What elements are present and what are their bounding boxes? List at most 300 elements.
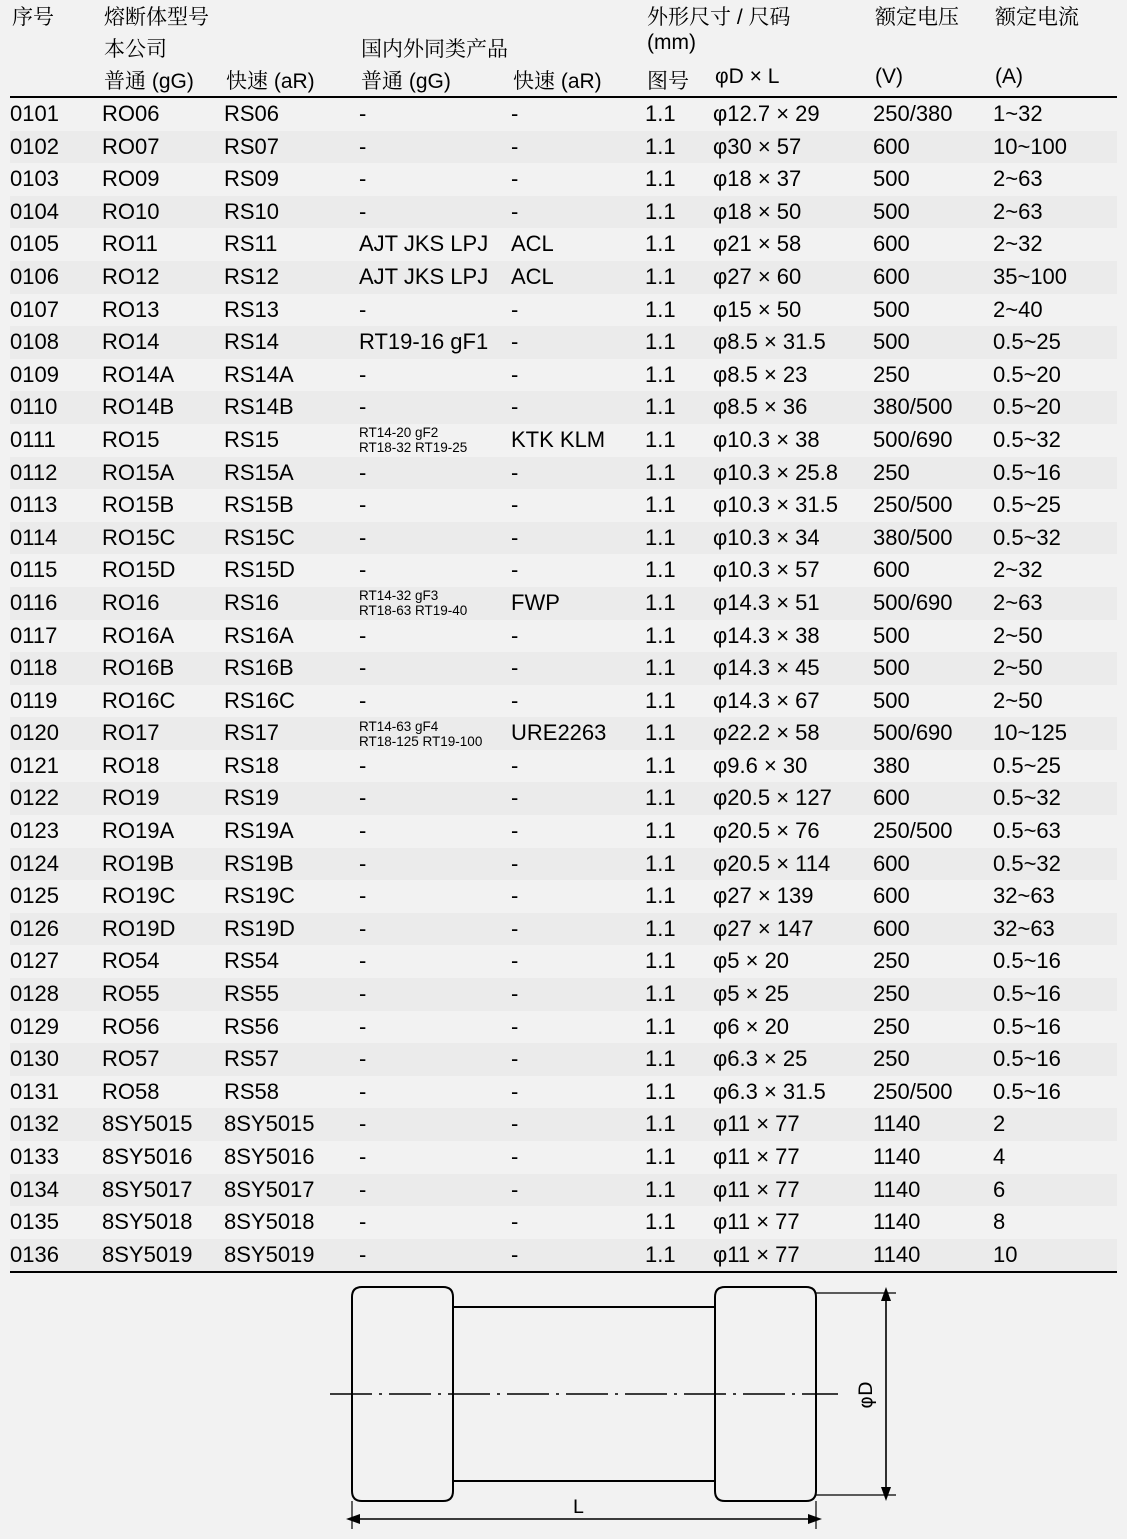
cell-current: 0.5~16 <box>993 1013 1061 1039</box>
cell-figure: 1.1 <box>645 818 676 844</box>
fuse-diagram-svg <box>0 1279 1127 1534</box>
cell-figure: 1.1 <box>645 687 676 713</box>
cell-own-fast: RS58 <box>224 1078 280 1104</box>
cell-other-fast: - <box>511 782 645 815</box>
cell-figure: 1.1 <box>645 1043 713 1076</box>
cell-voltage: 250 <box>873 978 993 1011</box>
cell-dimension: φ27 × 139 <box>713 883 814 909</box>
cell-own-fast: RS16A <box>224 622 294 648</box>
cell-voltage: 250 <box>873 457 993 490</box>
cell-sequence: 0104 <box>10 196 102 229</box>
cell-current: 10~100 <box>993 131 1117 164</box>
cell-sequence: 0115 <box>10 557 58 583</box>
spec-table-body <box>10 98 1117 1271</box>
cell-other-fast: - <box>511 913 645 946</box>
cell-sequence: 0127 <box>10 948 59 974</box>
cell-other-fast: - <box>511 457 645 490</box>
cell-other-fast: - <box>511 101 519 126</box>
cell-own-normal: RO16A <box>102 622 175 648</box>
cell-own-fast: 8SY5018 <box>224 1209 315 1235</box>
cell-figure: 1.1 <box>645 261 713 294</box>
cell-own-normal: RO10 <box>102 196 224 229</box>
table-row <box>10 815 1117 848</box>
cell-other-normal: - <box>359 1144 367 1169</box>
cell-own-normal: RO14B <box>102 391 224 424</box>
cell-figure: 1.1 <box>645 426 676 452</box>
cell-own-fast: RS19A <box>224 818 294 844</box>
cell-current: 2~40 <box>993 296 1043 322</box>
table-row <box>10 391 1117 424</box>
diameter-arrow-bottom <box>881 1487 891 1501</box>
cell-own-normal: RO18 <box>102 752 160 778</box>
cell-sequence: 0128 <box>10 978 102 1011</box>
cell-sequence: 0111 <box>10 426 56 452</box>
cell-own-normal: RO16 <box>102 587 224 620</box>
cell-own-normal: RO16C <box>102 687 176 713</box>
cell-own-fast: 8SY5016 <box>224 1144 315 1169</box>
header-row-3 <box>10 64 1117 96</box>
cell-voltage: 250/500 <box>873 492 953 518</box>
cell-other-fast: - <box>511 557 519 583</box>
cell-own-normal: RO16B <box>102 652 224 685</box>
cell-sequence: 0136 <box>10 1239 102 1272</box>
cell-own-fast: 8SY5017 <box>224 1174 359 1207</box>
cell-own-fast: RS15A <box>224 457 359 490</box>
table-row <box>10 228 1117 261</box>
cell-own-fast: RS17 <box>224 717 359 750</box>
cell-other-fast: - <box>511 652 645 685</box>
cell-dimension: φ5 × 25 <box>713 978 873 1011</box>
cell-dimension: φ21 × 58 <box>713 231 802 257</box>
cell-other-fast: - <box>511 1043 645 1076</box>
table-row <box>10 1174 1117 1207</box>
header-sub-fast-other: 快速 (aR) <box>513 70 602 93</box>
cell-other-fast: - <box>511 522 645 555</box>
cell-current: 0.5~16 <box>993 457 1117 490</box>
cell-other-fast: - <box>511 1144 519 1169</box>
diameter-label: φD <box>855 1381 877 1409</box>
cell-own-fast: 8SY5019 <box>224 1239 359 1272</box>
cell-dimension: φ6 × 20 <box>713 1013 790 1039</box>
cell-dimension: φ14.3 × 51 <box>713 587 873 620</box>
cell-other-fast: FWP <box>511 587 645 620</box>
cell-other-normal: AJT JKS LPJ <box>359 261 511 294</box>
cell-other-normal: - <box>359 622 367 648</box>
cell-figure: 1.1 <box>645 1239 713 1272</box>
cell-voltage: 250 <box>873 361 910 387</box>
cell-figure: 1.1 <box>645 1013 676 1039</box>
header-dimensions <box>645 0 873 64</box>
cell-figure: 1.1 <box>645 883 676 909</box>
cell-other-fast: - <box>511 131 645 164</box>
cell-voltage: 600 <box>873 231 910 257</box>
table-bottom-rule <box>10 1271 1117 1273</box>
cell-dimension: φ11 × 77 <box>713 1108 873 1141</box>
cell-other-normal: RT14-63 gF4 RT18-125 RT19-100 <box>359 717 511 750</box>
cell-dimension: φ18 × 50 <box>713 196 873 229</box>
cell-dimension: φ10.3 × 34 <box>713 522 873 555</box>
cell-dimension: φ6.3 × 25 <box>713 1043 873 1076</box>
table-row <box>10 196 1117 229</box>
cell-current: 0.5~32 <box>993 848 1117 881</box>
cell-figure: 1.1 <box>645 131 713 164</box>
header-model-group: 熔断体型号 <box>104 6 209 29</box>
table-row <box>10 978 1117 1011</box>
header-rated-current: 额定电流 <box>995 6 1080 29</box>
cell-own-fast: RS19C <box>224 883 295 909</box>
header-rated-voltage: 额定电压 <box>875 6 960 29</box>
header-dimensions-title: 外形尺寸 / 尺码 <box>647 6 791 29</box>
cell-other-fast: - <box>511 1239 645 1272</box>
cell-voltage: 600 <box>873 131 993 164</box>
cell-own-normal: 8SY5018 <box>102 1209 193 1235</box>
header-dimensions-unit: (mm) <box>647 31 696 54</box>
table-row <box>10 1043 1117 1076</box>
cell-sequence: 0105 <box>10 231 59 257</box>
cell-figure: 1.1 <box>645 978 713 1011</box>
cell-dimension: φ11 × 77 <box>713 1174 873 1207</box>
cell-dimension: φ10.3 × 25.8 <box>713 457 873 490</box>
table-row <box>10 98 1117 131</box>
cell-current: 32~63 <box>993 913 1117 946</box>
cell-other-fast: - <box>511 818 519 844</box>
cell-own-normal: RO58 <box>102 1078 160 1104</box>
cell-current: 0.5~25 <box>993 326 1117 359</box>
cell-voltage: 600 <box>873 848 993 881</box>
cell-own-normal: RO06 <box>102 101 160 126</box>
cell-voltage: 500 <box>873 687 910 713</box>
cell-sequence: 0130 <box>10 1043 102 1076</box>
cell-other-fast: - <box>511 1013 519 1039</box>
cell-current: 0.5~16 <box>993 1078 1061 1104</box>
cell-other-normal: AJT JKS LPJ <box>359 231 489 257</box>
table-row <box>10 326 1117 359</box>
cell-dimension: φ14.3 × 38 <box>713 622 820 648</box>
cell-voltage: 500/690 <box>873 587 993 620</box>
cell-current: 2~63 <box>993 166 1043 192</box>
cell-other-normal: - <box>359 818 367 844</box>
cell-other-fast: - <box>511 326 645 359</box>
cell-own-fast: RS19D <box>224 913 359 946</box>
table-row <box>10 294 1117 327</box>
cell-current: 0.5~16 <box>993 978 1117 1011</box>
cell-own-normal: RO19A <box>102 818 175 844</box>
cell-own-fast: RS18 <box>224 752 280 778</box>
cell-other-normal: RT19-16 gF1 <box>359 326 511 359</box>
table-row <box>10 359 1117 392</box>
cell-own-fast: RS10 <box>224 196 359 229</box>
cell-current: 10 <box>993 1239 1117 1272</box>
cell-sequence: 0108 <box>10 326 102 359</box>
cell-dimension: φ5 × 20 <box>713 948 790 974</box>
cell-other-fast: - <box>511 1209 519 1235</box>
cell-dimension: φ11 × 77 <box>713 1209 800 1235</box>
cell-voltage: 250 <box>873 1013 910 1039</box>
cell-figure: 1.1 <box>645 948 676 974</box>
cell-current: 0.5~16 <box>993 948 1061 974</box>
cell-sequence: 0129 <box>10 1013 59 1039</box>
cell-current: 0.5~32 <box>993 522 1117 555</box>
cell-current: 10~125 <box>993 717 1117 750</box>
table-row <box>10 620 1117 653</box>
length-arrow-left <box>346 1514 360 1524</box>
cell-own-normal: RO15B <box>102 492 175 518</box>
cell-sequence: 0109 <box>10 361 59 387</box>
cell-current: 0.5~25 <box>993 492 1061 518</box>
cell-sequence: 0121 <box>10 752 59 778</box>
cell-sequence: 0117 <box>10 622 58 648</box>
cell-dimension: φ8.5 × 36 <box>713 391 873 424</box>
cell-current: 2~32 <box>993 231 1043 257</box>
table-row <box>10 424 1117 457</box>
cell-current: 32~63 <box>993 883 1055 909</box>
cell-current: 2~50 <box>993 652 1117 685</box>
cell-current: 0.5~32 <box>993 426 1061 452</box>
cell-own-fast: RS06 <box>224 101 280 126</box>
cell-other-fast: ACL <box>511 231 554 257</box>
cell-current: 35~100 <box>993 261 1117 294</box>
header-sub-dl: φD × L <box>715 65 780 88</box>
cell-current: 2 <box>993 1108 1117 1141</box>
table-row <box>10 750 1117 783</box>
cell-dimension: φ20.5 × 76 <box>713 818 820 844</box>
cell-other-normal: - <box>359 752 367 778</box>
cell-dimension: φ8.5 × 31.5 <box>713 326 873 359</box>
cell-figure: 1.1 <box>645 1174 713 1207</box>
cell-other-normal: - <box>359 1239 511 1272</box>
cell-figure: 1.1 <box>645 587 713 620</box>
cell-own-normal: RO19B <box>102 848 224 881</box>
cell-own-fast: RS19 <box>224 782 359 815</box>
cell-own-fast: RS12 <box>224 261 359 294</box>
cell-figure: 1.1 <box>645 492 676 518</box>
table-row <box>10 1108 1117 1141</box>
cell-current: 1~32 <box>993 101 1043 126</box>
cell-voltage: 1140 <box>873 1174 993 1207</box>
cell-other-normal: - <box>359 1108 511 1141</box>
cell-own-normal: RO54 <box>102 948 160 974</box>
cell-figure: 1.1 <box>645 752 676 778</box>
cell-other-normal: - <box>359 166 367 192</box>
cell-other-fast: - <box>511 296 519 322</box>
cell-voltage: 600 <box>873 883 910 909</box>
cell-figure: 1.1 <box>645 326 713 359</box>
cell-voltage: 600 <box>873 557 910 583</box>
cell-voltage: 380/500 <box>873 522 993 555</box>
cell-voltage: 250/500 <box>873 818 953 844</box>
cell-other-normal: - <box>359 457 511 490</box>
cell-other-normal: - <box>359 196 511 229</box>
cell-own-fast: RS56 <box>224 1013 280 1039</box>
length-arrow-right <box>808 1514 822 1524</box>
cell-other-normal: - <box>359 557 367 583</box>
cell-own-normal: RO15A <box>102 457 224 490</box>
cell-other-normal: - <box>359 948 367 974</box>
cell-sequence: 0120 <box>10 717 102 750</box>
cell-sequence: 0131 <box>10 1078 59 1104</box>
cell-dimension: φ20.5 × 127 <box>713 782 873 815</box>
cell-voltage: 380/500 <box>873 391 993 424</box>
cell-voltage: 500 <box>873 326 993 359</box>
cell-other-normal: - <box>359 782 511 815</box>
header-row-1 <box>10 0 1117 32</box>
cell-dimension: φ10.3 × 57 <box>713 557 820 583</box>
cell-sequence: 0126 <box>10 913 102 946</box>
cell-own-fast: RS16B <box>224 652 359 685</box>
cell-current: 0.5~20 <box>993 361 1061 387</box>
cell-figure: 1.1 <box>645 557 676 583</box>
table-row <box>10 1011 1117 1044</box>
cell-other-normal: - <box>359 1013 367 1039</box>
cell-figure: 1.1 <box>645 166 676 192</box>
cell-sequence: 0122 <box>10 782 102 815</box>
cell-other-fast: - <box>511 948 519 974</box>
cell-dimension: φ12.7 × 29 <box>713 101 820 126</box>
cell-sequence: 0113 <box>10 492 58 518</box>
cell-current: 2~63 <box>993 587 1117 620</box>
cell-figure: 1.1 <box>645 717 713 750</box>
cell-own-normal: RO11 <box>102 231 158 257</box>
cell-own-normal: RO09 <box>102 166 160 192</box>
cell-sequence: 0103 <box>10 166 59 192</box>
table-row <box>10 880 1117 913</box>
cell-other-normal: RT14-20 gF2 RT18-32 RT19-25 <box>359 425 468 456</box>
cell-figure: 1.1 <box>645 457 713 490</box>
cell-current: 0.5~16 <box>993 1043 1117 1076</box>
cell-other-normal: - <box>359 652 511 685</box>
cell-other-fast: ACL <box>511 261 645 294</box>
cell-other-fast: - <box>511 687 519 713</box>
cell-current: 4 <box>993 1144 1006 1169</box>
cell-other-normal: - <box>359 687 367 713</box>
cell-own-normal: RO15 <box>102 426 160 452</box>
table-row <box>10 261 1117 294</box>
cell-other-fast: - <box>511 1108 645 1141</box>
cell-own-fast: RS54 <box>224 948 280 974</box>
cell-own-normal: RO12 <box>102 261 224 294</box>
cell-current: 0.5~63 <box>993 818 1061 844</box>
cell-dimension: φ6.3 × 31.5 <box>713 1078 826 1104</box>
cell-sequence: 0132 <box>10 1108 102 1141</box>
cell-voltage: 1140 <box>873 1144 921 1169</box>
table-row <box>10 1141 1117 1174</box>
fuse-diagram <box>0 1279 1127 1534</box>
cell-own-normal: RO19 <box>102 782 224 815</box>
cell-sequence: 0101 <box>10 101 59 126</box>
cell-sequence: 0107 <box>10 296 59 322</box>
table-row <box>10 848 1117 881</box>
cell-voltage: 380 <box>873 752 910 778</box>
cell-other-fast: - <box>511 1078 519 1104</box>
cell-dimension: φ18 × 37 <box>713 166 802 192</box>
cell-voltage: 600 <box>873 913 993 946</box>
cell-current: 0.5~25 <box>993 752 1061 778</box>
cell-own-fast: RS14 <box>224 326 359 359</box>
cell-figure: 1.1 <box>645 196 713 229</box>
cell-current: 2~63 <box>993 196 1117 229</box>
table-row <box>10 782 1117 815</box>
cell-own-fast: RS16 <box>224 587 359 620</box>
cell-voltage: 500 <box>873 652 993 685</box>
cell-own-normal: RO14A <box>102 361 175 387</box>
cell-own-fast: RS07 <box>224 131 359 164</box>
header-own-company: 本公司 <box>104 38 167 61</box>
cell-sequence: 0114 <box>10 522 102 555</box>
cell-other-normal: RT14-32 gF3 RT18-63 RT19-40 <box>359 587 511 620</box>
cell-other-normal: - <box>359 296 367 322</box>
cell-figure: 1.1 <box>645 361 676 387</box>
header-seq: 序号 <box>12 6 54 29</box>
cell-current: 2~50 <box>993 687 1043 713</box>
cell-figure: 1.1 <box>645 1108 713 1141</box>
table-row <box>10 554 1117 587</box>
cell-voltage: 250 <box>873 948 910 974</box>
cell-dimension: φ9.6 × 30 <box>713 752 808 778</box>
cell-voltage: 600 <box>873 782 993 815</box>
cell-figure: 1.1 <box>645 782 713 815</box>
cell-sequence: 0106 <box>10 261 102 294</box>
cell-other-fast: KTK KLM <box>511 426 606 452</box>
header-domestic-foreign: 国内外同类产品 <box>361 38 508 61</box>
cell-other-fast: - <box>511 848 645 881</box>
cell-other-normal: - <box>359 1078 367 1104</box>
header-sub-voltage-unit: (V) <box>875 65 904 88</box>
cell-own-normal: RO15D <box>102 557 176 583</box>
cell-figure: 1.1 <box>645 231 676 257</box>
cell-sequence: 0116 <box>10 587 102 620</box>
cell-own-fast: RS19B <box>224 848 359 881</box>
cell-own-fast: RS15B <box>224 492 294 518</box>
cell-dimension: φ27 × 147 <box>713 913 873 946</box>
cell-own-normal: RO14 <box>102 326 224 359</box>
cell-own-fast: RS16C <box>224 687 295 713</box>
cell-other-normal: - <box>359 391 511 424</box>
cell-sequence: 0133 <box>10 1144 59 1169</box>
table-row <box>10 913 1117 946</box>
cell-dimension: φ14.3 × 67 <box>713 687 820 713</box>
cell-own-fast: RS15D <box>224 557 295 583</box>
cell-other-fast: - <box>511 196 645 229</box>
cell-other-normal: - <box>359 1209 367 1235</box>
cell-own-fast: RS14B <box>224 391 359 424</box>
cell-figure: 1.1 <box>645 1144 676 1169</box>
table-row <box>10 163 1117 196</box>
cell-own-normal: RO19C <box>102 883 176 909</box>
cell-dimension: φ15 × 50 <box>713 296 802 322</box>
cell-voltage: 250/380 <box>873 101 953 126</box>
diameter-arrow-top <box>881 1287 891 1301</box>
cell-own-normal: 8SY5017 <box>102 1174 224 1207</box>
cell-sequence: 0134 <box>10 1174 102 1207</box>
cell-current: 0.5~20 <box>993 391 1117 424</box>
cell-dimension: φ14.3 × 45 <box>713 652 873 685</box>
cell-own-normal: RO57 <box>102 1043 224 1076</box>
cell-other-fast: - <box>511 1174 645 1207</box>
table-row <box>10 587 1117 620</box>
cell-current: 8 <box>993 1209 1006 1235</box>
cell-other-fast: - <box>511 492 519 518</box>
cell-sequence: 0112 <box>10 457 102 490</box>
cell-own-fast: RS14A <box>224 361 294 387</box>
cell-voltage: 1140 <box>873 1209 921 1235</box>
cell-voltage: 500 <box>873 196 993 229</box>
cell-other-fast: - <box>511 978 645 1011</box>
cell-own-fast: RS55 <box>224 978 359 1011</box>
cell-figure: 1.1 <box>645 101 676 126</box>
cell-own-normal: RO19D <box>102 913 224 946</box>
cell-other-fast: URE2263 <box>511 717 645 750</box>
cell-voltage: 600 <box>873 261 993 294</box>
